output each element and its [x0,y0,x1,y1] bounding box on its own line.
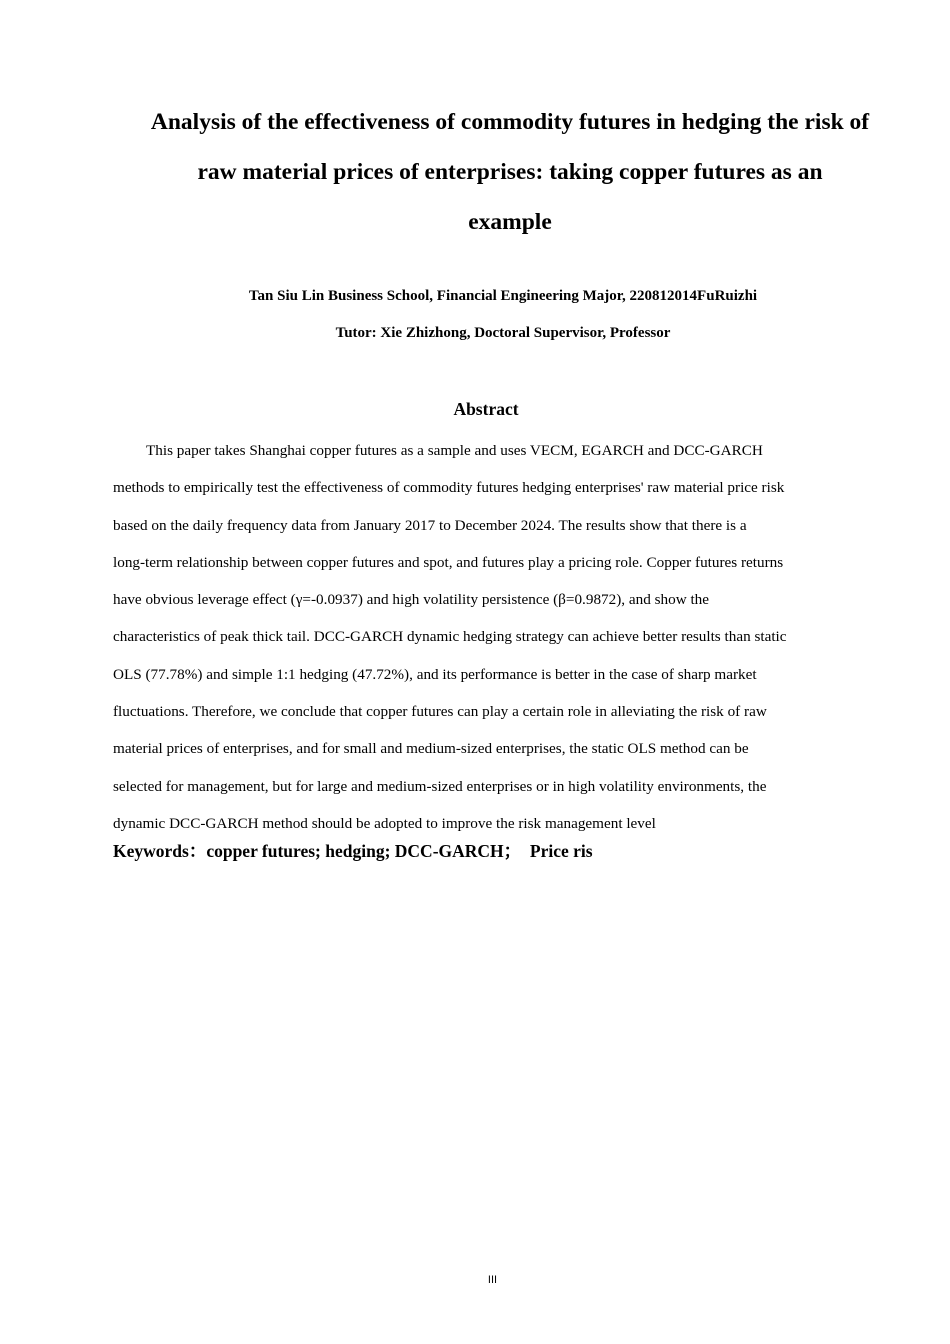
tutor-line: Tutor: Xie Zhizhong, Doctoral Supervisor, Professor [335,325,671,341]
abstract-line: characteristics of peak thick tail. DCC-GARCH dynamic hedging strategy can achieve better results than static [113,628,787,646]
abstract-line: selected for management, but for large and medium-sized enterprises or in high volatility environments, the [113,777,767,795]
abstract-heading: Abstract [453,399,519,419]
abstract-line: dynamic DCC-GARCH method should be adopted to improve the risk management level [113,814,656,832]
title-line: raw material prices of enterprises: taking copper futures as an [197,159,823,185]
abstract-line: OLS (77.78%) and simple 1:1 hedging (47.72%), and its performance is better in the case of sharp market [113,665,757,683]
abstract-line: This paper takes Shanghai copper futures as a sample and uses VECM, EGARCH and DCC-GARCH [146,442,763,459]
abstract-line: fluctuations. Therefore, we conclude that copper futures can play a certain role in alleviating the risk of raw [113,703,767,721]
page-number: III [487,1274,498,1286]
author-affiliation: Tan Siu Lin Business School, Financial Engineering Major, 220812014FuRuizhi [248,288,758,304]
abstract-line: long-term relationship between copper futures and spot, and futures play a pricing role. Copper futures returns [113,553,784,571]
abstract-line: have obvious leverage effect (γ=-0.0937) and high volatility persistence (β=0.9872), and show the [113,591,710,609]
paper-title [100,97,920,247]
title-line: Analysis of the effectiveness of commodity futures in hedging the risk of [150,109,870,135]
abstract-body [113,432,873,842]
abstract-line: material prices of enterprises, and for small and medium-sized enterprises, the static OLS method can be [113,740,749,758]
title-line: example [468,209,552,235]
keywords-line: Keywords：copper futures; hedging; DCC-GARCH； Price ris [113,841,593,861]
abstract-line: methods to empirically test the effectiveness of commodity futures hedging enterprises' raw material price risk [113,479,785,497]
abstract-line: based on the daily frequency data from January 2017 to December 2024. The results show that there is a [113,516,747,534]
